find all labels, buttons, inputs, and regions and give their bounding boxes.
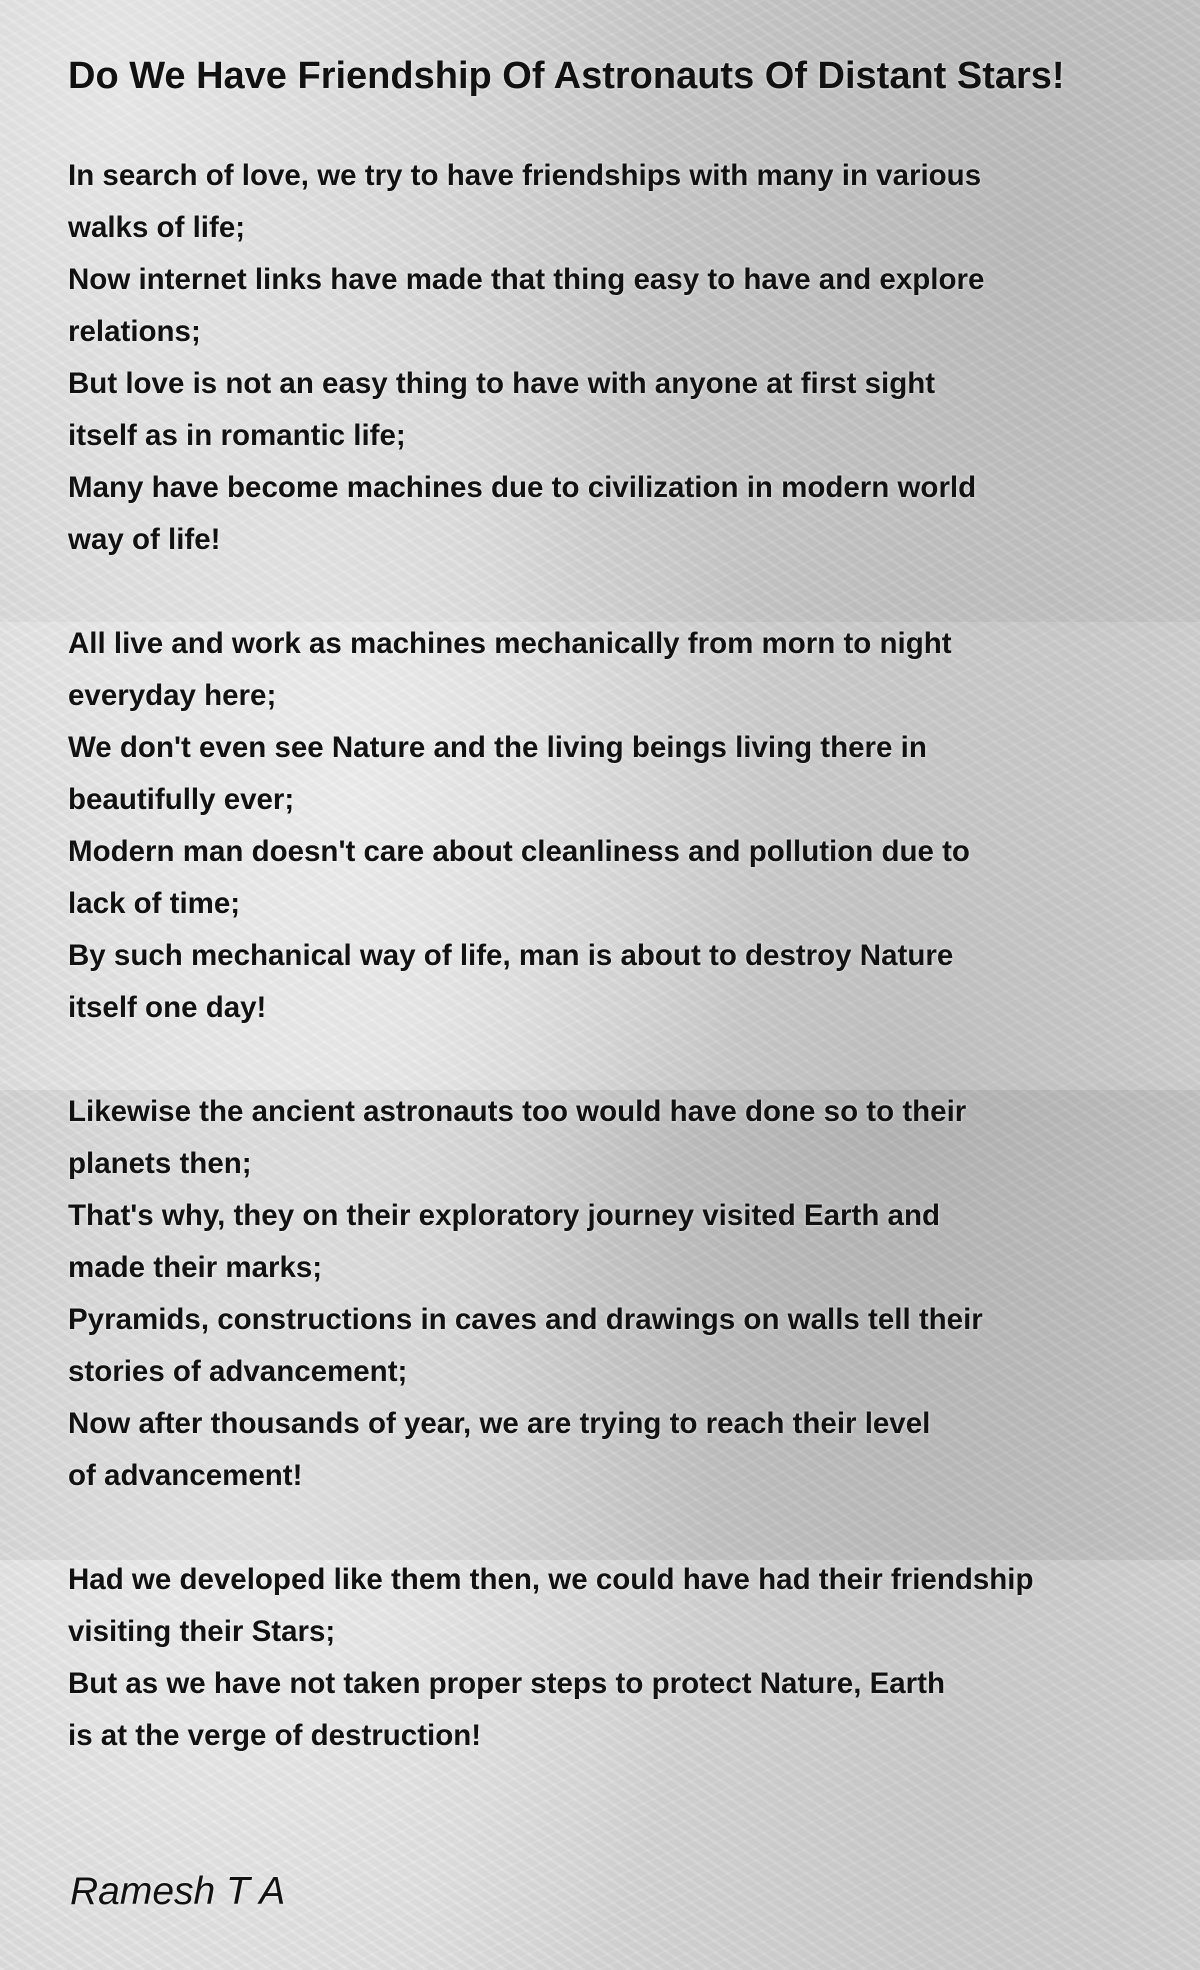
stanza bbox=[68, 1086, 1168, 1502]
poem-line: visiting their Stars; bbox=[68, 1615, 336, 1648]
poem-line: In search of love, we try to have friendships with many in various bbox=[68, 159, 982, 192]
poem-line: But love is not an easy thing to have with anyone at first sight bbox=[68, 367, 936, 400]
poem-line: of advancement! bbox=[68, 1459, 303, 1492]
poem-line: By such mechanical way of life, man is about to destroy Nature bbox=[68, 939, 954, 972]
poem-line: That's why, they on their exploratory journey visited Earth and bbox=[68, 1199, 940, 1232]
poem-line: itself one day! bbox=[68, 991, 267, 1024]
poem-line: All live and work as machines mechanically from morn to night bbox=[68, 627, 952, 660]
poem-line: Now after thousands of year, we are trying to reach their level bbox=[68, 1407, 931, 1440]
poem-line: way of life! bbox=[68, 523, 221, 556]
poem-line: stories of advancement; bbox=[68, 1355, 408, 1388]
poem-line: We don't even see Nature and the living beings living there in bbox=[68, 731, 927, 764]
poem-line: is at the verge of destruction! bbox=[68, 1719, 482, 1752]
poem-line: But as we have not taken proper steps to protect Nature, Earth bbox=[68, 1667, 945, 1700]
poem-line: itself as in romantic life; bbox=[68, 419, 406, 452]
poem-line: everyday here; bbox=[68, 679, 277, 712]
stanza bbox=[68, 150, 1168, 566]
poem-line: made their marks; bbox=[68, 1251, 323, 1284]
poem-title: Do We Have Friendship Of Astronauts Of Distant Stars! bbox=[68, 55, 1065, 97]
poem-line: beautifully ever; bbox=[68, 783, 295, 816]
poem-line: Had we developed like them then, we could have had their friendship bbox=[68, 1563, 1034, 1596]
poem-container bbox=[68, 50, 1168, 1762]
stanza bbox=[68, 1554, 1168, 1762]
poem-line: Pyramids, constructions in caves and drawings on walls tell their bbox=[68, 1303, 983, 1336]
poem-line: lack of time; bbox=[68, 887, 241, 920]
poem-author: Ramesh T A bbox=[70, 1870, 286, 1913]
poem-line: relations; bbox=[68, 315, 201, 348]
poem-line: Many have become machines due to civilization in modern world bbox=[68, 471, 977, 504]
poem-line: Modern man doesn't care about cleanliness and pollution due to bbox=[68, 835, 970, 868]
poem-line: planets then; bbox=[68, 1147, 252, 1180]
poem-line: Now internet links have made that thing easy to have and explore bbox=[68, 263, 985, 296]
poem-line: Likewise the ancient astronauts too would have done so to their bbox=[68, 1095, 967, 1128]
stanza bbox=[68, 618, 1168, 1034]
poem-line: walks of life; bbox=[68, 211, 246, 244]
